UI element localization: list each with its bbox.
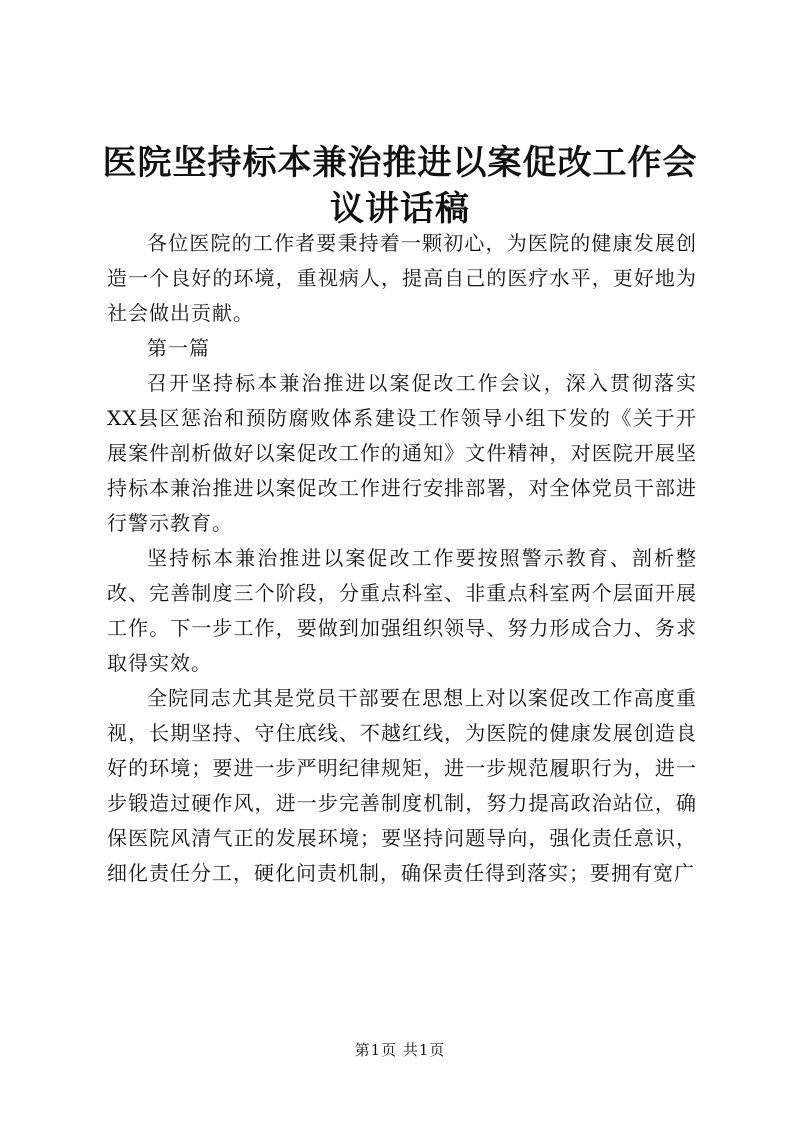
page-footer: 第1页 共1页 [354,1041,446,1059]
document-title: 医院坚持标本兼治推进以案促改工作会议讲话稿 [102,143,698,229]
paragraph-stages: 坚持标本兼治推进以案促改工作要按照警示教育、剖析整改、完善制度三个阶段，分重点科室、非重点科室两个层面开展工作。下一步工作，要做到加强组织领导、努力形成合力、务求取得实效。 [107,546,697,675]
paragraph-intro: 各位医院的工作者要秉持着一颗初心，为医院的健康发展创造一个良好的环境，重视病人，提高自己的医疗水平，更好地为社会做出贡献。 [107,231,697,325]
document-body [107,226,697,891]
paragraph-requirements: 全院同志尤其是党员干部要在思想上对以案促改工作高度重视，长期坚持、守住底线、不越红线，为医院的健康发展创造良好的环境；要进一步严明纪律规矩，进一步规范履职行为，进一步锻造过硬作风，进一步完善制度机制，努力提高政治站位，确保医院风清气正的发展环境；要坚持问题导向，强化责任意识，细化责任分工，硬化问责机制，确保责任得到落实；要拥有宽广 [107,686,697,885]
paragraph-meeting: 召开坚持标本兼治推进以案促改工作会议，深入贯彻落实XX县区惩治和预防腐败体系建设工作领导小组下发的《关于开展案件剖析做好以案促改工作的通知》文件精神，对医院开展坚持标本兼治推进以案促改工作进行安排部署，对全体党员干部进行警示教育。 [107,371,697,535]
section-heading: 第一篇 [147,336,210,360]
